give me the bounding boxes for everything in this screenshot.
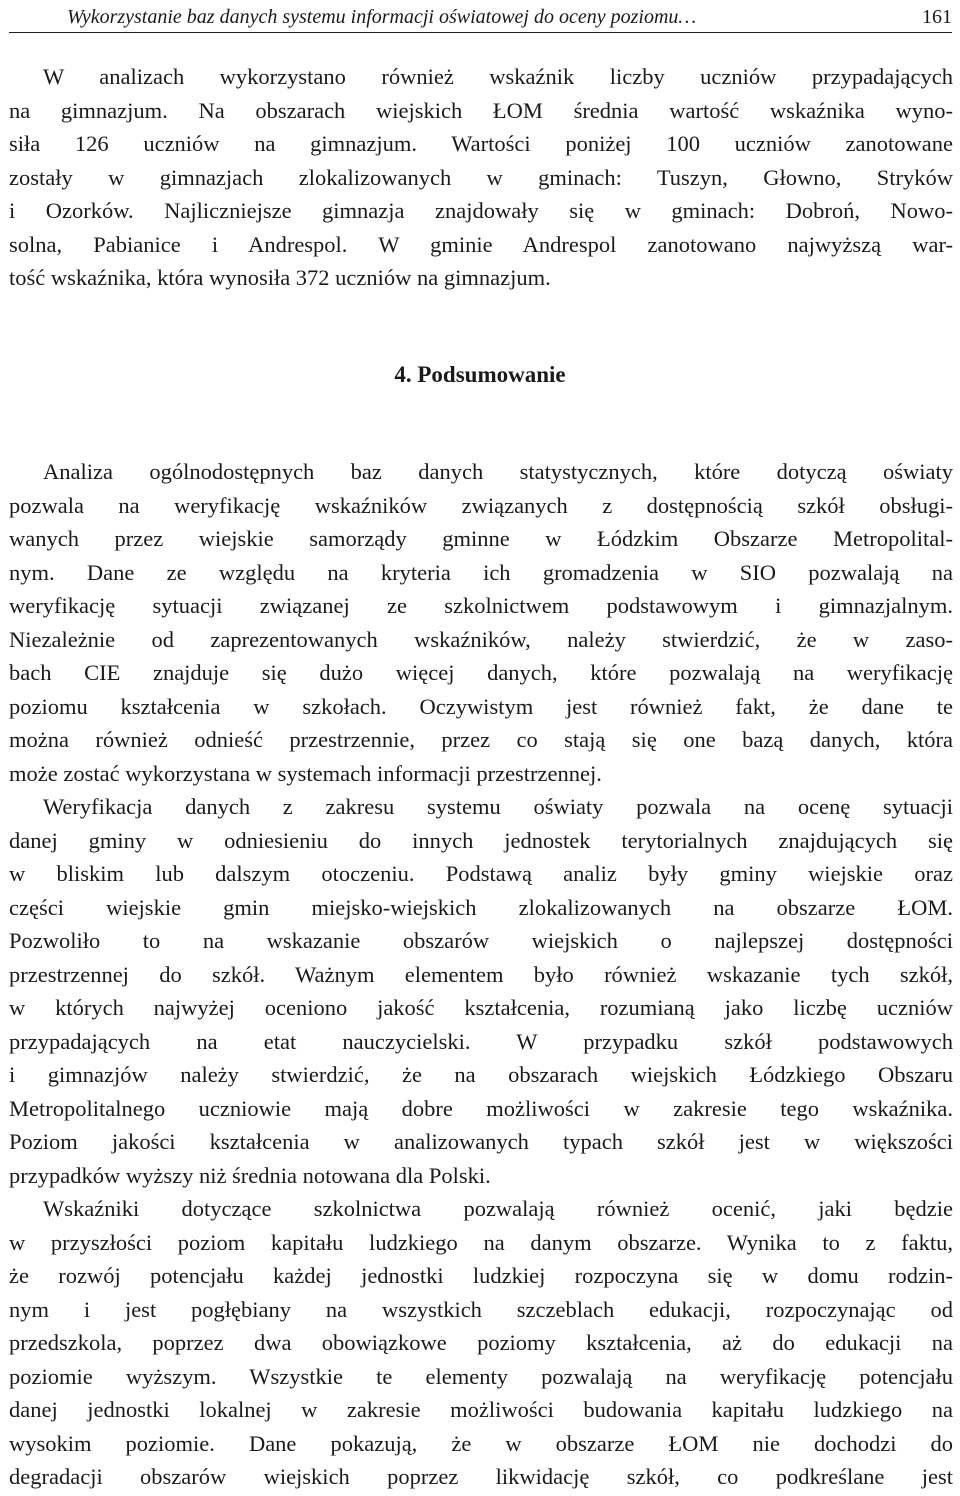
text-line: wanych przez wiejskie samorządy gminne w Łódzkim Obszarze Metropolital- — [9, 526, 953, 551]
text-line: danej gminy w odniesieniu do innych jednostek terytorialnych znajdujących się — [9, 827, 953, 853]
text-line: weryfikację sytuacji związanej ze szkolnictwem podstawowym i gimnazjalnym. — [9, 593, 953, 618]
text-line: zostały w gimnazjach zlokalizowanych w gminach: Tuszyn, Głowno, Stryków — [9, 164, 953, 190]
text-line: w których najwyżej oceniono jakość kształcenia, rozumianą jako liczbę uczniów — [9, 995, 953, 1020]
text-line: Pozwoliło to na wskazanie obszarów wiejskich o najlepszej dostępności — [9, 928, 953, 953]
text-line: Niezależnie od zaprezentowanych wskaźników, należy stwierdzić, że w zaso- — [9, 626, 953, 652]
text-line: przedszkola, poprzez dwa obowiązkowe poziomy kształcenia, aż do edukacji na — [9, 1330, 953, 1355]
paragraph — [9, 1192, 953, 1494]
text-line: w przyszłości poziom kapitału ludzkiego na danym obszarze. Wynika to z faktu, — [9, 1229, 953, 1255]
paragraph — [9, 455, 953, 790]
text-line: może zostać wykorzystana w systemach informacji przestrzennej. — [9, 760, 602, 786]
text-line: i Ozorków. Najliczniejsze gimnazja znajdowały się w gminach: Dobroń, Nowo- — [9, 198, 953, 223]
text-line: bach CIE znajduje się dużo więcej danych, które pozwalają na weryfikację — [9, 660, 953, 685]
text-line: przestrzennej do szkół. Ważnym elementem było również wskazanie tych szkół, — [9, 961, 953, 987]
text-line: można również odnieść przestrzennie, przez co stają się one bazą danych, która — [9, 727, 953, 752]
section-heading: 4. Podsumowanie — [394, 362, 566, 387]
intro-block — [9, 60, 953, 295]
running-header — [9, 2, 952, 33]
text-line: części wiejskie gmin miejsko-wiejskich zlokalizowanych na obszarze ŁOM. — [9, 894, 953, 920]
page-number: 161 — [922, 6, 952, 28]
text-line: że rozwój potencjału każdej jednostki ludzkiej rozpoczyna się w domu rodzin- — [9, 1263, 953, 1288]
text-line: Poziom jakości kształcenia w analizowanych typach szkół jest w większości — [9, 1129, 953, 1154]
running-title: Wykorzystanie baz danych systemu informacji oświatowej do oceny poziomu… — [67, 6, 697, 28]
text-line: pozwala na weryfikację wskaźników związanych z dostępnością szkół obsługi- — [9, 492, 953, 518]
text-line: nym. Dane ze względu na kryteria ich gromadzenia w SIO pozwalają na — [9, 559, 953, 585]
text-line: poziomu kształcenia w szkołach. Oczywistym jest również fakt, że dane te — [9, 693, 953, 719]
text-line: degradacji obszarów wiejskich poprzez likwidację szkół, co podkreślane jest — [9, 1464, 953, 1489]
text-line: wysokim poziomie. Dane pokazują, że w obszarze ŁOM nie dochodzi do — [9, 1430, 953, 1456]
text-line: na gimnazjum. Na obszarach wiejskich ŁOM średnia wartość wskaźnika wyno- — [9, 97, 953, 123]
text-line: danej jednostki lokalnej w zakresie możliwości budowania kapitału ludzkiego na — [9, 1397, 953, 1422]
paragraph — [9, 60, 953, 295]
text-line: Weryfikacja danych z zakresu systemu oświaty pozwala na ocenę sytuacji — [43, 794, 953, 819]
paragraph — [9, 790, 953, 1192]
text-line: tość wskaźnika, która wynosiła 372 uczniów na gimnazjum. — [9, 265, 551, 290]
text-line: przypadających na etat nauczycielski. W przypadku szkół podstawowych — [9, 1028, 953, 1054]
text-line: przypadków wyższy niż średnia notowana dla Polski. — [9, 1162, 491, 1188]
text-line: w bliskim lub dalszym otoczeniu. Podstawą analiz były gminy wiejskie oraz — [9, 861, 953, 886]
text-line: solna, Pabianice i Andrespol. W gminie Andrespol zanotowano najwyższą war- — [9, 231, 953, 257]
text-line: Wskaźniki dotyczące szkolnictwa pozwalają również ocenić, jaki będzie — [43, 1196, 953, 1221]
text-line: Analiza ogólnodostępnych baz danych statystycznych, które dotyczą oświaty — [43, 459, 953, 484]
text-line: W analizach wykorzystano również wskaźnik liczby uczniów przypadających — [43, 64, 953, 89]
text-line: i gimnazjów należy stwierdzić, że na obszarach wiejskich Łódzkiego Obszaru — [9, 1062, 953, 1087]
text-line: Metropolitalnego uczniowie mają dobre możliwości w zakresie tego wskaźnika. — [9, 1095, 953, 1121]
text-line: siła 126 uczniów na gimnazjum. Wartości poniżej 100 uczniów zanotowane — [9, 131, 953, 156]
summary-block — [9, 455, 953, 1494]
text-line: nym i jest pogłębiany na wszystkich szczeblach edukacji, rozpoczynając od — [9, 1296, 953, 1322]
text-line: poziomie wyższym. Wszystkie te elementy pozwalają na weryfikację potencjału — [9, 1363, 953, 1389]
